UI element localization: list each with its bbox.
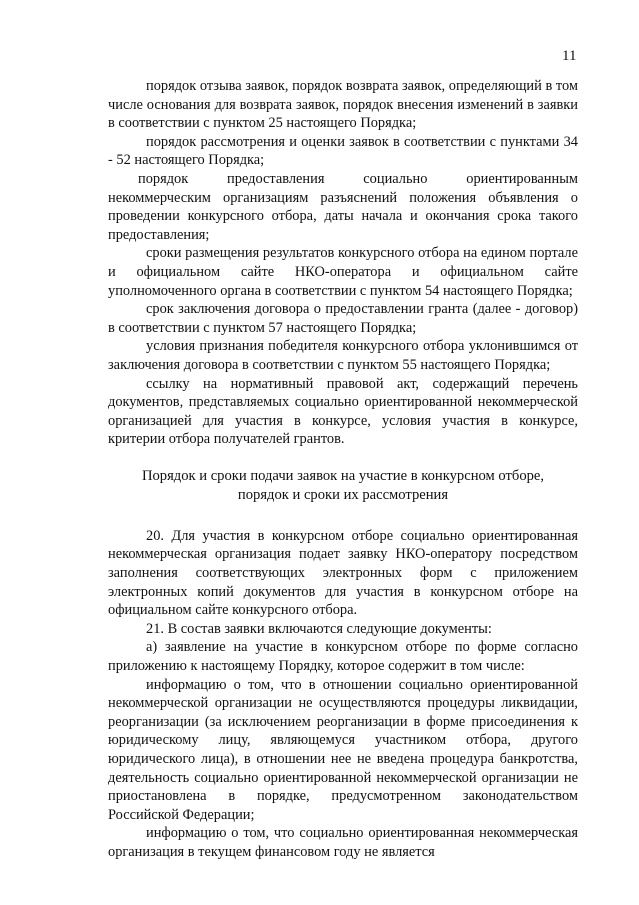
section-heading-line-2: порядок и сроки их рассмотрения	[237, 486, 449, 503]
paragraph-item-21: 21. В состав заявки включаются следующие документы:	[146, 620, 492, 637]
paragraph-item-21a: а) заявление на участие в конкурсном отборе по форме согласно приложению к настоящему Порядку, которое содержит в том числе:	[108, 639, 578, 675]
paragraph-withdrawal-procedure: порядок отзыва заявок, порядок возврата заявок, определяющий в том числе основания для возврата заявок, порядок внесения изменений в заявки в соответствии с пунктом 25 настоящего Порядка;	[108, 78, 578, 132]
paragraph-item-20: 20. Для участия в конкурсном отборе социально ориентированная некоммерческая организация подает заявку НКО-оператору посредством заполнения соответствующих электронных форм с приложением электронных копий документов для участия в конкурсном отборе на официальном сайте конкурсного отбора.	[108, 527, 578, 619]
paragraph-contract-deadline: срок заключения договора о предоставлении гранта (далее - договор) в соответствии с пунктом 57 настоящего Порядка;	[108, 301, 578, 336]
document-body	[108, 77, 578, 862]
section-heading-line-1: Порядок и сроки подачи заявок на участие в конкурсном отборе,	[141, 467, 545, 484]
paragraph-liquidation-info: информацию о том, что в отношении социально ориентированной некоммерческой организации не осуществляются процедуры ликвидации, реорганизации (за исключением реорганизации в форме присоединения к юридическому лицу, являющемуся участником отбора, другого юридического лица), в отношении нее не введена процедура банкротства, деятельность социально ориентированной некоммерческой организации не приостановлена в порядке, предусмотренном законодательством Российской Федерации;	[108, 676, 578, 823]
paragraph-financial-year-info: информацию о том, что социально ориентированная некоммерческая организация в текущем финансовом году не является	[108, 825, 578, 860]
section-heading	[108, 467, 578, 505]
paragraph-clarification-procedure: порядок предоставления социально ориентированным некоммерческим организациям разъяснений положения объявления о проведении конкурсного отбора, даты начала и окончания срока такого предоставления;	[108, 170, 578, 243]
paragraph-review-procedure: порядок рассмотрения и оценки заявок в соответствии с пунктами 34 - 52 настоящего Порядка;	[108, 133, 578, 169]
paragraph-evasion-conditions: условия признания победителя конкурсного отбора уклонившимся от заключения договора в соответствии с пунктом 55 настоящего Порядка;	[108, 338, 578, 373]
paragraph-legal-act-reference: ссылку на нормативный правовой акт, содержащий перечень документов, представляемых социально ориентированной некоммерческой организацией для участия в конкурсе, условия участия в конкурсе, критерии отбора получателей грантов.	[108, 375, 578, 448]
paragraph-results-deadlines: сроки размещения результатов конкурсного отбора на едином портале и официальном сайте НКО-оператора и официальном сайте уполномоченного органа в соответствии с пунктом 54 настоящего Порядка;	[108, 245, 578, 299]
page-number: 11	[562, 48, 577, 64]
